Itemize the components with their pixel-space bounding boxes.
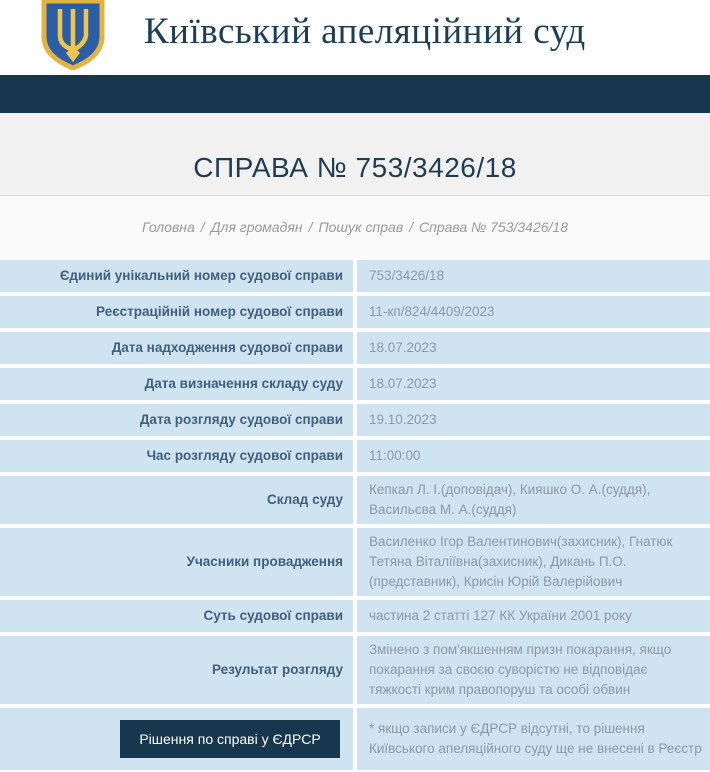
row-label: Суть судової справи (0, 600, 353, 632)
table-row-decision (0, 708, 710, 770)
table-row (0, 260, 710, 292)
table-row (0, 528, 710, 596)
row-value: Василенко Ігор Валентинович(захисник), Гнатюк Тетяна Віталіївна(захисник), Дикань П.О. (представник), Крисін Юрій Валерійович (357, 528, 710, 596)
site-header (0, 0, 710, 75)
breadcrumb-for-citizens[interactable]: Для громадян (210, 219, 303, 235)
breadcrumb-case-search[interactable]: Пошук справ (318, 219, 404, 235)
table-row (0, 368, 710, 400)
row-label: Єдиний унікальний номер судової справи (0, 260, 353, 292)
row-value: Кепкал Л. І.(доповідач), Кияшко О. А.(суддя), Васильєва М. А.(суддя) (357, 476, 710, 524)
row-value: частина 2 статті 127 КК України 2001 року (357, 600, 710, 632)
row-value: 11-кп/824/4409/2023 (357, 296, 710, 328)
site-title[interactable]: Київський апеляційний суд (144, 11, 586, 52)
case-details-table (0, 260, 710, 770)
row-value: 19.10.2023 (357, 404, 710, 436)
row-label: Учасники провадження (0, 528, 353, 596)
breadcrumb-current-case: Справа № 753/3426/18 (419, 219, 568, 235)
row-label: Дата надходження судової справи (0, 332, 353, 364)
breadcrumb-separator: / (409, 219, 414, 235)
breadcrumb-band (0, 196, 710, 258)
table-row (0, 600, 710, 632)
edrsr-decision-button[interactable]: Рішення по справі у ЄДРСР (120, 720, 340, 758)
breadcrumb (142, 219, 568, 235)
decision-button-cell (0, 708, 353, 770)
table-row (0, 636, 710, 704)
row-label: Реєстраційній номер судової справи (0, 296, 353, 328)
row-value: Змінено з пом'якшенням призн покарання, якщо покарання за своєю суворістю не відповідає тяжкості крим правопоруш та особі обвин (357, 636, 710, 704)
main-nav-bar (0, 75, 710, 113)
breadcrumb-separator: / (200, 219, 205, 235)
row-label: Дата визначення складу суду (0, 368, 353, 400)
ukraine-coat-of-arms-icon (40, 0, 106, 70)
page-title-band (0, 113, 710, 196)
table-row (0, 440, 710, 472)
row-label: Час розгляду судової справи (0, 440, 353, 472)
row-label: Склад суду (0, 476, 353, 524)
row-value: 18.07.2023 (357, 368, 710, 400)
table-row (0, 332, 710, 364)
table-row (0, 404, 710, 436)
row-label: Результат розгляду (0, 636, 353, 704)
home-logo-link[interactable] (40, 0, 106, 70)
row-value: 18.07.2023 (357, 332, 710, 364)
row-label: Дата розгляду судової справи (0, 404, 353, 436)
row-value: 11:00:00 (357, 440, 710, 472)
page-title: СПРАВА № 753/3426/18 (193, 152, 517, 183)
table-row (0, 476, 710, 524)
row-value: 753/3426/18 (357, 260, 710, 292)
breadcrumb-separator: / (308, 219, 313, 235)
edrsr-note: * якщо записи у ЄДРСР відсутні, то рішення Київського апеляційного суду ще не внесені в Реєстр (357, 708, 710, 770)
table-row (0, 296, 710, 328)
breadcrumb-home[interactable]: Головна (142, 219, 195, 235)
